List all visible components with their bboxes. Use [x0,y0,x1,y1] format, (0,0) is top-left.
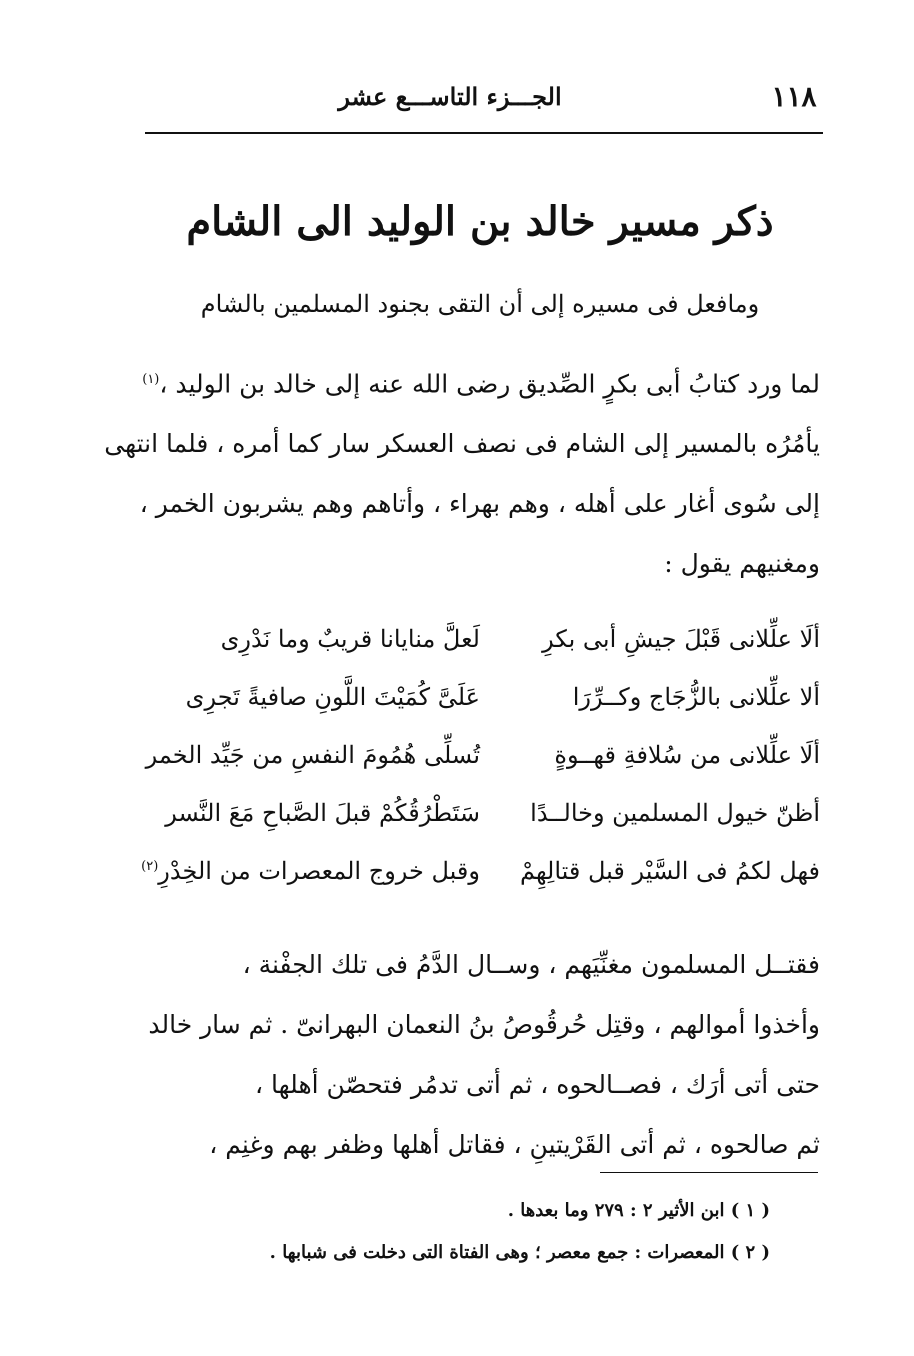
running-head: الجـــزء التاســـع عشر [338,82,562,111]
header-rule [145,132,823,134]
paragraph-line: لما ورد كتابُ أبى بكرٍ الصِّديق رضى الله عنه إلى خالد بن الوليد ،$^{(١)}$ [142,369,820,399]
paragraph-line: فقتــل المسلمون مغنِّيَهم ، وســال الدَّمُ فى تلك الجفْنة ، [242,950,820,979]
footnotes [150,1200,770,1284]
verse-second-hemistich: سَتَطْرُقُكُمْ قبلَ الصَّباحِ مَعَ النَّسر [165,799,480,827]
verse-second-hemistich: وقبل خروج المعصرات من الخِدْرِ$^{(٢)}$ [141,857,480,885]
paragraph-2 [150,935,820,1175]
paragraph-line: وأخذوا أموالهم ، وقتِل حُرقُوصُ بنُ النعمان البهرانىّ . ثم سار خالد [148,1010,820,1039]
poem-verse [145,741,820,799]
poem-verse [150,683,820,741]
paragraph-line: ومغنيهم يقول : [664,549,820,579]
verse-second-hemistich: تُسلِّى هُمُومَ النفسِ من جَيِّد الخمر [145,741,480,769]
verse-first-hemistich: أظنّ خيول المسلمين وخالــدًا [530,799,820,827]
paragraph-line: ثم صالحوه ، ثم أتى القَرْيتينِ ، فقاتل أهلها وظفر بهم وغنِم ، [209,1130,820,1159]
poem-verse [141,857,820,915]
paragraph-line: إلى سُوى أغار على أهله ، وهم بهراء ، وأتاهم وهم يشربون الخمر ، [139,489,820,519]
verse-second-hemistich: لَعلَّ منايانا قريبٌ وما نَدْرِى [220,625,480,653]
footnote: ( ١ ) ابن الأثير ٢ : ٢٧٩ وما بعدها . [507,1200,770,1221]
chapter-subtitle: ومافعل فى مسيره إلى أن التقى بجنود المسلمين بالشام [200,290,760,318]
poem-verse [150,799,820,857]
footnote: ( ٢ ) المعصرات : جمع معصر ؛ وهى الفتاة التى دخلت فى شبابها . [269,1242,770,1263]
paragraph-line: حتى أتى أرَك ، فصــالحوه ، ثم أتى تدمُر فتحصّن أهلها ، [255,1070,820,1099]
chapter-title: ذكر مسير خالد بن الوليد الى الشام [186,198,774,245]
verse-first-hemistich: فهل لكمُ فى السَّيْر قبل قتالِهِمْ [519,857,820,885]
poem [141,625,820,915]
verse-first-hemistich: ألا علِّلانى بالزُّجَاج وكــرِّرَا [572,683,820,711]
footnote-ref: (٢) [141,859,159,874]
verse-first-hemistich: ألَا علِّلانى من سُلافةِ قهــوةٍ [554,741,820,769]
paragraph-1 [104,350,820,594]
footnote-rule [600,1172,818,1173]
page-number: ١١٨ [771,80,817,113]
footnote-ref: (١) [142,372,160,387]
verse-second-hemistich: عَلَىَّ كُمَيْتَ اللَّونِ صافيةً تَجرِى [185,683,480,711]
paragraph-line: يأمُرُه بالمسير إلى الشام فى نصف العسكر سار كما أمره ، فلما انتهى [104,429,820,459]
poem-verse [150,625,820,683]
verse-first-hemistich: ألَا علِّلانى قَبْلَ جيشِ أبى بكرِ [542,625,820,653]
